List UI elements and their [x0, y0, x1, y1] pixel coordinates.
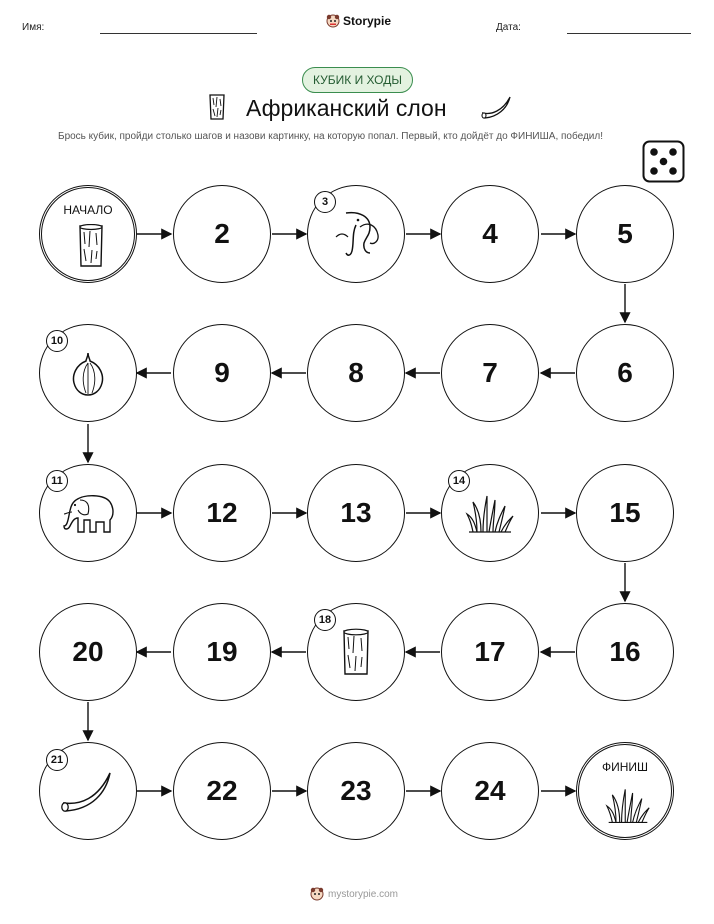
category-tag: КУБИК И ХОДЫ	[302, 67, 413, 93]
grass-icon	[465, 492, 515, 534]
cell-badge-10: 10	[46, 330, 68, 352]
tusk-icon	[58, 769, 118, 813]
cell-number: 8	[348, 357, 364, 388]
board-cell-7[interactable]	[441, 324, 539, 422]
cell-number: 24	[474, 775, 506, 806]
board-cell-5[interactable]	[576, 185, 674, 283]
cell-badge-11: 11	[46, 470, 68, 492]
board-cell-19[interactable]	[173, 603, 271, 701]
cell-badge-14: 14	[448, 470, 470, 492]
board-cell-16[interactable]	[576, 603, 674, 701]
cell-badge-18: 18	[314, 609, 336, 631]
cell-number: 13	[340, 497, 372, 528]
elephant-icon	[58, 490, 118, 536]
board-cell-13[interactable]	[307, 464, 405, 562]
footer-site[interactable]: mystorypie.com	[328, 888, 399, 900]
board-cell-4[interactable]	[441, 185, 539, 283]
start-label: НАЧАЛО	[63, 203, 113, 217]
cell-number: 5	[617, 218, 633, 249]
cell-number: 22	[206, 775, 238, 806]
board-cell-24[interactable]	[441, 742, 539, 840]
cell-number: 9	[214, 357, 230, 388]
footer	[310, 887, 398, 901]
board-cell-8[interactable]	[307, 324, 405, 422]
tree-trunk-icon	[76, 224, 106, 268]
cell-number: 4	[482, 218, 498, 249]
board-cell-15[interactable]	[576, 464, 674, 562]
page-title: Африканский слон	[246, 95, 447, 121]
board-cell-finish[interactable]	[576, 742, 674, 840]
board-cell-22[interactable]	[173, 742, 271, 840]
board-cell-20[interactable]	[39, 603, 137, 701]
finish-label: ФИНИШ	[601, 760, 649, 774]
mascot-icon	[310, 887, 324, 901]
board-cell-12[interactable]	[173, 464, 271, 562]
board-cell-17[interactable]	[441, 603, 539, 701]
cell-number: 19	[206, 636, 238, 667]
cell-number: 2	[214, 218, 230, 249]
date-label: Дата:	[496, 22, 521, 33]
cell-number: 17	[474, 636, 506, 667]
fig-icon	[68, 349, 108, 397]
instructions-text: Брось кубик, пройди столько шагов и назови картинку, на которую попал. Первый, кто дойдёт до ФИНИША, победил!	[58, 131, 603, 142]
cell-number: 23	[340, 775, 372, 806]
board-cell-9[interactable]	[173, 324, 271, 422]
cell-badge-21: 21	[46, 749, 68, 771]
elephant-trunk-icon	[330, 209, 382, 259]
cell-number: 12	[206, 497, 238, 528]
board-cell-start[interactable]	[39, 185, 137, 283]
tree-trunk-icon	[339, 627, 373, 677]
grass-icon	[605, 785, 651, 825]
cell-number: 16	[609, 636, 641, 667]
cell-number: 6	[617, 357, 633, 388]
cell-number: 7	[482, 357, 498, 388]
board-cell-6[interactable]	[576, 324, 674, 422]
board-cell-2[interactable]	[173, 185, 271, 283]
brand-name: Storypie	[343, 14, 392, 28]
name-label: Имя:	[22, 22, 45, 33]
cell-number: 15	[609, 497, 641, 528]
cell-badge-3: 3	[314, 191, 336, 213]
board-cell-23[interactable]	[307, 742, 405, 840]
cell-number: 20	[72, 636, 104, 667]
